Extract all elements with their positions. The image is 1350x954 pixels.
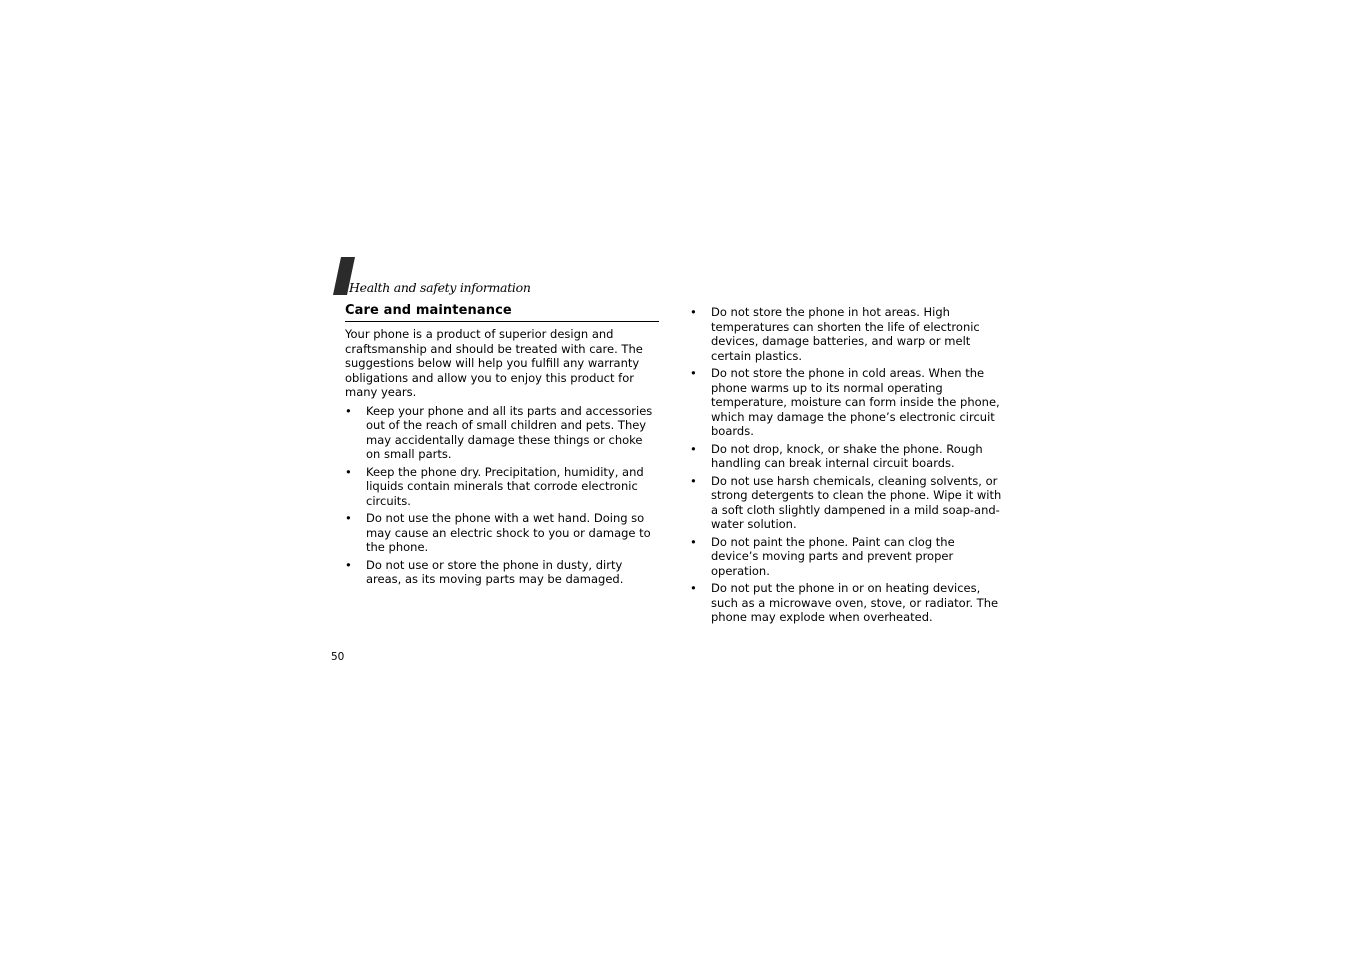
list-item-text: Keep the phone dry. Precipitation, humidity, and liquids contain minerals that corrode electronic circuits. xyxy=(366,464,644,508)
left-bullet-list xyxy=(345,404,659,587)
bullet-icon: • xyxy=(690,473,697,488)
list-item xyxy=(345,465,659,509)
list-item xyxy=(690,366,1004,439)
list-item xyxy=(690,581,1004,625)
intro-paragraph: Your phone is a product of superior design and craftsmanship and should be treated with care. The suggestions below will help you fulfill any warranty obligations and allow you to enjoy this product for many years. xyxy=(345,327,643,399)
bullet-icon: • xyxy=(690,366,697,380)
list-item-text: Do not put the phone in or on heating devices, such as a microwave oven, stove, or radiator. The phone may explode when overheated. xyxy=(711,581,999,624)
list-item-text: Do not drop, knock, or shake the phone. Rough handling can break internal circuit boards. xyxy=(711,441,983,470)
section-heading: Care and maintenance xyxy=(345,303,659,322)
list-item-text: Do not use harsh chemicals, cleaning solvents, or strong detergents to clean the phone. Wipe it with a soft cloth slightly dampened in a mild soap-and-water solution. xyxy=(711,473,1002,531)
list-item xyxy=(690,474,1004,532)
bullet-icon: • xyxy=(345,464,352,479)
right-bullet-list xyxy=(690,305,1004,625)
list-item-text: Do not use or store the phone in dusty, dirty areas, as its moving parts may be damaged. xyxy=(366,557,624,586)
list-item-text: Do not store the phone in cold areas. When the phone warms up to its normal operating temperature, moisture can form inside the phone, which may damage the phone’s electronic circuit boards. xyxy=(711,366,1000,438)
list-item xyxy=(345,558,659,587)
list-item xyxy=(690,305,1004,363)
bullet-icon: • xyxy=(345,511,352,525)
right-column xyxy=(690,305,1004,628)
list-item xyxy=(345,404,659,462)
bullet-icon: • xyxy=(690,534,697,549)
bullet-icon: • xyxy=(690,581,697,595)
list-item-text: Keep your phone and all its parts and accessories out of the reach of small children and pets. They may accidentally damage these things or choke on small parts. xyxy=(366,403,653,461)
bullet-icon: • xyxy=(690,441,697,456)
list-item xyxy=(690,535,1004,579)
left-column xyxy=(345,327,659,590)
page-number: 50 xyxy=(331,651,345,663)
list-item xyxy=(345,511,659,555)
bullet-icon: • xyxy=(345,557,352,572)
list-item xyxy=(690,442,1004,471)
list-item-text: Do not use the phone with a wet hand. Doing so may cause an electric shock to you or damage to the phone. xyxy=(366,511,651,554)
list-item-text: Do not paint the phone. Paint can clog the device’s moving parts and prevent proper operation. xyxy=(711,534,955,578)
bullet-icon: • xyxy=(690,305,697,319)
bullet-icon: • xyxy=(345,403,352,418)
chapter-title: Health and safety information xyxy=(349,280,531,295)
list-item-text: Do not store the phone in hot areas. High temperatures can shorten the life of electronic devices, damage batteries, and warp or melt certain plastics. xyxy=(711,305,980,363)
